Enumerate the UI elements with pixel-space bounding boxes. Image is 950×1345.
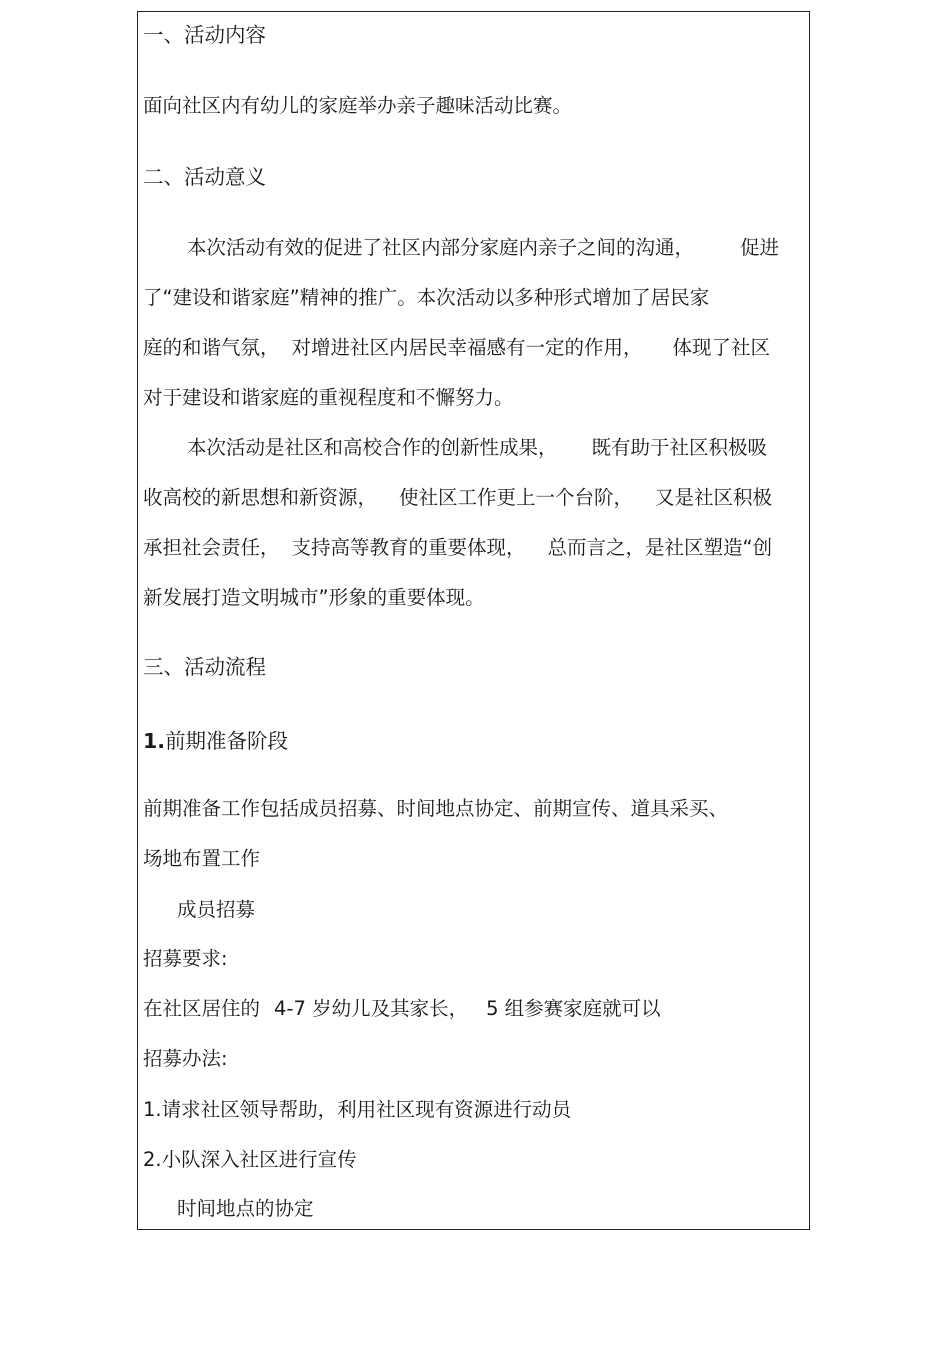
meaning-p2-line3 xyxy=(143,535,772,561)
meaning-p2-line1b: 既有助于社区积极吸 xyxy=(591,436,768,459)
stage1-desc-line1: 前期准备工作包括成员招募、时间地点协定、前期宣传、道具采买、 xyxy=(143,797,729,820)
recruit-title: 成员招募 xyxy=(177,898,256,921)
recruit-req-label: 招募要求: xyxy=(143,947,228,970)
meaning-p2-line3b: 支持高等教育的重要体现， xyxy=(291,536,526,559)
meaning-p2-line3a: 承担社会责任， xyxy=(143,536,280,559)
meaning-p1-line1b: 促进 xyxy=(740,236,780,259)
recruit-method-2: 2.小队深入社区进行宣传 xyxy=(143,1148,357,1171)
meaning-p2-line2c: 又是社区积极 xyxy=(655,486,773,509)
time-location-title: 时间地点的协定 xyxy=(177,1197,314,1220)
content-text: 面向社区内有幼儿的家庭举办亲子趣味活动比赛。 xyxy=(143,94,573,117)
recruit-method-1: 1.请求社区领导帮助，利用社区现有资源进行动员 xyxy=(143,1098,572,1121)
recruit-req-a: 在社区居住的 xyxy=(143,997,261,1020)
meaning-p2-line3c: 总而言之，是社区塑造“创 xyxy=(547,536,773,559)
meaning-p2-line4: 新发展打造文明城市”形象的重要体现。 xyxy=(143,586,485,609)
recruit-req-text xyxy=(143,996,661,1022)
meaning-p1-line1a: 本次活动有效的促进了社区内部分家庭内亲子之间的沟通， xyxy=(187,236,695,259)
section-heading-process: 三、活动流程 xyxy=(143,655,266,679)
stage1-number: 1. xyxy=(143,729,166,753)
meaning-p2-line2a: 收高校的新思想和新资源， xyxy=(143,486,378,509)
meaning-p2-line2 xyxy=(143,485,772,511)
meaning-p2-line1a: 本次活动是社区和高校合作的创新性成果， xyxy=(187,436,558,459)
recruit-req-b: 4-7 岁幼儿及其家长， xyxy=(274,997,469,1020)
stage1-title-line xyxy=(143,728,288,754)
stage1-title: 前期准备阶段 xyxy=(165,729,289,753)
document-frame xyxy=(137,11,810,1230)
meaning-p1-line3a: 庭的和谐气氛， xyxy=(143,336,280,359)
meaning-p1-line2: 了“建设和谐家庭”精神的推广。本次活动以多种形式增加了居民家 xyxy=(143,286,710,309)
meaning-p1-line3 xyxy=(143,335,770,361)
stage1-desc-line2: 场地布置工作 xyxy=(143,847,261,870)
meaning-p1-line1 xyxy=(143,235,779,261)
meaning-p1-line3c: 体现了社区 xyxy=(672,336,771,359)
section-heading-meaning: 二、活动意义 xyxy=(143,165,266,189)
section-heading-content: 一、活动内容 xyxy=(143,23,266,47)
meaning-p1-line4: 对于建设和谐家庭的重视程度和不懈努力。 xyxy=(143,386,514,409)
recruit-req-c: 5 组参赛家庭就可以 xyxy=(486,997,661,1020)
meaning-p1-line3b: 对增进社区内居民幸福感有一定的作用， xyxy=(291,336,643,359)
meaning-p2-line2b: 使社区工作更上一个台阶， xyxy=(399,486,634,509)
recruit-method-label: 招募办法: xyxy=(143,1047,228,1070)
meaning-p2-line1 xyxy=(143,435,767,461)
